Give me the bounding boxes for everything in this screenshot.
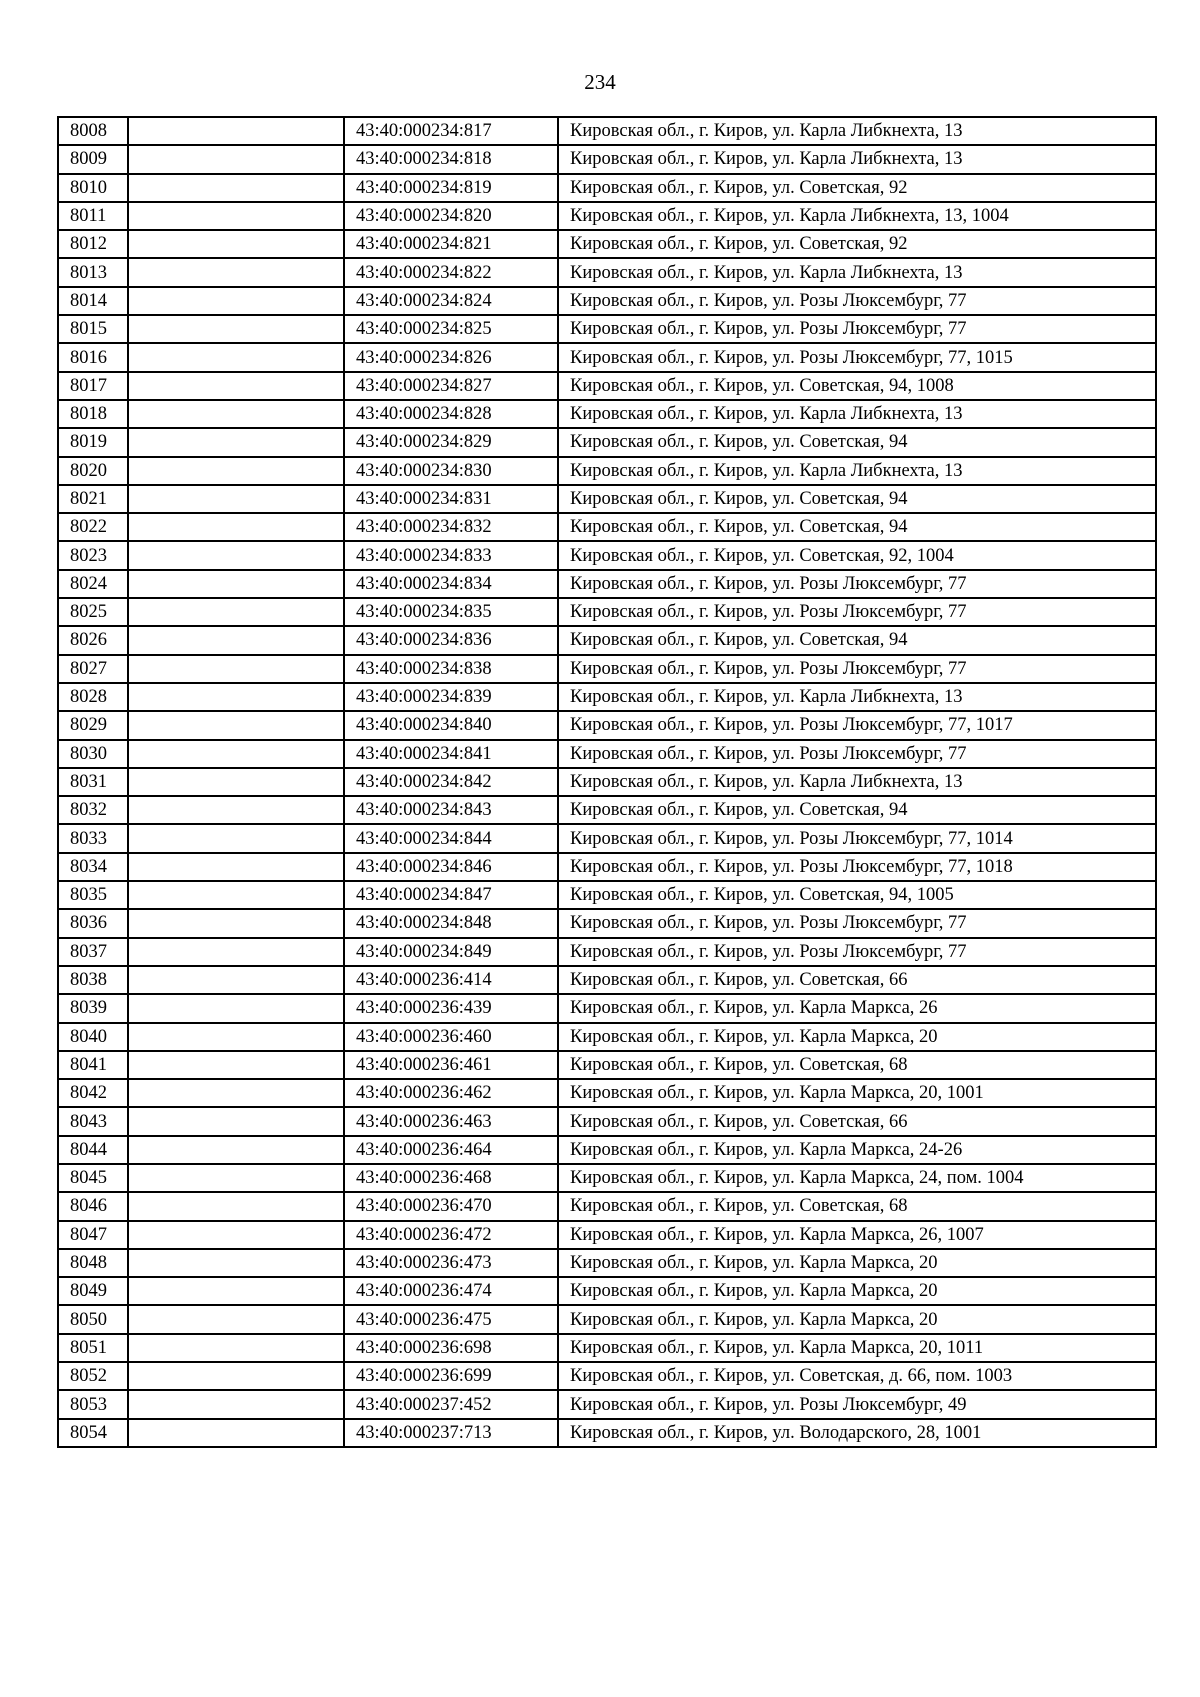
cadastral-number-cell: 43:40:000236:464 xyxy=(344,1136,558,1164)
row-number-cell: 8018 xyxy=(58,400,128,428)
cadastral-number-cell: 43:40:000234:826 xyxy=(344,343,558,371)
address-cell: Кировская обл., г. Киров, ул. Розы Люксембург, 77 xyxy=(558,740,1156,768)
empty-cell xyxy=(128,1305,344,1333)
row-number-cell: 8043 xyxy=(58,1107,128,1135)
row-number-cell: 8011 xyxy=(58,202,128,230)
row-number-cell: 8023 xyxy=(58,541,128,569)
table-row xyxy=(58,626,1156,654)
row-number-cell: 8052 xyxy=(58,1362,128,1390)
cadastral-number-cell: 43:40:000234:839 xyxy=(344,683,558,711)
address-cell: Кировская обл., г. Киров, ул. Советская, 94 xyxy=(558,513,1156,541)
table-row xyxy=(58,258,1156,286)
address-cell: Кировская обл., г. Киров, ул. Розы Люксембург, 77, 1018 xyxy=(558,853,1156,881)
table-row xyxy=(58,1023,1156,1051)
row-number-cell: 8026 xyxy=(58,626,128,654)
cadastral-number-cell: 43:40:000236:698 xyxy=(344,1334,558,1362)
cadastral-number-cell: 43:40:000234:838 xyxy=(344,655,558,683)
table-row xyxy=(58,343,1156,371)
cadastral-number-cell: 43:40:000236:461 xyxy=(344,1051,558,1079)
address-cell: Кировская обл., г. Киров, ул. Карла Маркса, 26, 1007 xyxy=(558,1221,1156,1249)
cadastral-number-cell: 43:40:000234:825 xyxy=(344,315,558,343)
table-row xyxy=(58,994,1156,1022)
address-cell: Кировская обл., г. Киров, ул. Советская, 68 xyxy=(558,1051,1156,1079)
table-row xyxy=(58,1192,1156,1220)
row-number-cell: 8017 xyxy=(58,372,128,400)
table-row xyxy=(58,938,1156,966)
address-cell: Кировская обл., г. Киров, ул. Володарского, 28, 1001 xyxy=(558,1419,1156,1447)
cadastral-number-cell: 43:40:000234:836 xyxy=(344,626,558,654)
table-body xyxy=(58,117,1156,1447)
row-number-cell: 8054 xyxy=(58,1419,128,1447)
address-cell: Кировская обл., г. Киров, ул. Карла Либкнехта, 13 xyxy=(558,258,1156,286)
cadastral-number-cell: 43:40:000234:831 xyxy=(344,485,558,513)
cadastral-number-cell: 43:40:000236:463 xyxy=(344,1107,558,1135)
row-number-cell: 8013 xyxy=(58,258,128,286)
row-number-cell: 8047 xyxy=(58,1221,128,1249)
cadastral-number-cell: 43:40:000234:846 xyxy=(344,853,558,881)
row-number-cell: 8044 xyxy=(58,1136,128,1164)
table-row xyxy=(58,1221,1156,1249)
cadastral-number-cell: 43:40:000236:699 xyxy=(344,1362,558,1390)
table-row xyxy=(58,1249,1156,1277)
address-cell: Кировская обл., г. Киров, ул. Розы Люксембург, 77 xyxy=(558,938,1156,966)
address-cell: Кировская обл., г. Киров, ул. Советская, 92 xyxy=(558,174,1156,202)
cadastral-number-cell: 43:40:000237:452 xyxy=(344,1390,558,1418)
table-row xyxy=(58,202,1156,230)
address-cell: Кировская обл., г. Киров, ул. Карла Маркса, 20, 1001 xyxy=(558,1079,1156,1107)
cadastral-number-cell: 43:40:000236:473 xyxy=(344,1249,558,1277)
table-row xyxy=(58,1305,1156,1333)
row-number-cell: 8022 xyxy=(58,513,128,541)
table-row xyxy=(58,372,1156,400)
cadastral-number-cell: 43:40:000234:841 xyxy=(344,740,558,768)
address-cell: Кировская обл., г. Киров, ул. Советская, 94 xyxy=(558,428,1156,456)
table-row xyxy=(58,966,1156,994)
address-cell: Кировская обл., г. Киров, ул. Советская, д. 66, пом. 1003 xyxy=(558,1362,1156,1390)
address-cell: Кировская обл., г. Киров, ул. Розы Люксембург, 49 xyxy=(558,1390,1156,1418)
table-row xyxy=(58,1419,1156,1447)
empty-cell xyxy=(128,1362,344,1390)
table-row xyxy=(58,1334,1156,1362)
table-row xyxy=(58,683,1156,711)
empty-cell xyxy=(128,287,344,315)
empty-cell xyxy=(128,966,344,994)
empty-cell xyxy=(128,1051,344,1079)
cadastral-number-cell: 43:40:000234:843 xyxy=(344,796,558,824)
address-cell: Кировская обл., г. Киров, ул. Карла Либкнехта, 13 xyxy=(558,145,1156,173)
address-cell: Кировская обл., г. Киров, ул. Советская, 94, 1008 xyxy=(558,372,1156,400)
empty-cell xyxy=(128,117,344,145)
empty-cell xyxy=(128,1192,344,1220)
row-number-cell: 8031 xyxy=(58,768,128,796)
row-number-cell: 8050 xyxy=(58,1305,128,1333)
address-cell: Кировская обл., г. Киров, ул. Советская, 66 xyxy=(558,966,1156,994)
table-row xyxy=(58,287,1156,315)
empty-cell xyxy=(128,343,344,371)
row-number-cell: 8029 xyxy=(58,711,128,739)
table-row xyxy=(58,909,1156,937)
empty-cell xyxy=(128,457,344,485)
row-number-cell: 8021 xyxy=(58,485,128,513)
empty-cell xyxy=(128,428,344,456)
table-row xyxy=(58,513,1156,541)
row-number-cell: 8033 xyxy=(58,824,128,852)
empty-cell xyxy=(128,1023,344,1051)
row-number-cell: 8034 xyxy=(58,853,128,881)
cadastral-number-cell: 43:40:000236:474 xyxy=(344,1277,558,1305)
empty-cell xyxy=(128,372,344,400)
row-number-cell: 8025 xyxy=(58,598,128,626)
cadastral-number-cell: 43:40:000234:835 xyxy=(344,598,558,626)
empty-cell xyxy=(128,1390,344,1418)
cadastral-number-cell: 43:40:000236:462 xyxy=(344,1079,558,1107)
row-number-cell: 8040 xyxy=(58,1023,128,1051)
address-cell: Кировская обл., г. Киров, ул. Розы Люксембург, 77 xyxy=(558,570,1156,598)
empty-cell xyxy=(128,400,344,428)
address-cell: Кировская обл., г. Киров, ул. Советская, 92 xyxy=(558,230,1156,258)
address-cell: Кировская обл., г. Киров, ул. Карла Маркса, 24-26 xyxy=(558,1136,1156,1164)
row-number-cell: 8016 xyxy=(58,343,128,371)
empty-cell xyxy=(128,909,344,937)
address-cell: Кировская обл., г. Киров, ул. Карла Либкнехта, 13 xyxy=(558,768,1156,796)
address-cell: Кировская обл., г. Киров, ул. Советская, 68 xyxy=(558,1192,1156,1220)
cadastral-number-cell: 43:40:000236:439 xyxy=(344,994,558,1022)
empty-cell xyxy=(128,1334,344,1362)
empty-cell xyxy=(128,1136,344,1164)
table-row xyxy=(58,315,1156,343)
empty-cell xyxy=(128,485,344,513)
empty-cell xyxy=(128,1419,344,1447)
empty-cell xyxy=(128,881,344,909)
table-row xyxy=(58,230,1156,258)
empty-cell xyxy=(128,315,344,343)
table-row xyxy=(58,1277,1156,1305)
address-cell: Кировская обл., г. Киров, ул. Карла Маркса, 24, пом. 1004 xyxy=(558,1164,1156,1192)
table-row xyxy=(58,796,1156,824)
empty-cell xyxy=(128,1277,344,1305)
cadastral-number-cell: 43:40:000234:827 xyxy=(344,372,558,400)
empty-cell xyxy=(128,683,344,711)
address-cell: Кировская обл., г. Киров, ул. Советская, 92, 1004 xyxy=(558,541,1156,569)
row-number-cell: 8032 xyxy=(58,796,128,824)
row-number-cell: 8030 xyxy=(58,740,128,768)
table-row xyxy=(58,598,1156,626)
row-number-cell: 8045 xyxy=(58,1164,128,1192)
row-number-cell: 8024 xyxy=(58,570,128,598)
row-number-cell: 8048 xyxy=(58,1249,128,1277)
address-cell: Кировская обл., г. Киров, ул. Розы Люксембург, 77 xyxy=(558,655,1156,683)
row-number-cell: 8020 xyxy=(58,457,128,485)
empty-cell xyxy=(128,1164,344,1192)
table-row xyxy=(58,740,1156,768)
address-cell: Кировская обл., г. Киров, ул. Розы Люксембург, 77 xyxy=(558,909,1156,937)
row-number-cell: 8009 xyxy=(58,145,128,173)
row-number-cell: 8036 xyxy=(58,909,128,937)
table-row xyxy=(58,570,1156,598)
empty-cell xyxy=(128,598,344,626)
row-number-cell: 8035 xyxy=(58,881,128,909)
cadastral-number-cell: 43:40:000234:822 xyxy=(344,258,558,286)
empty-cell xyxy=(128,541,344,569)
empty-cell xyxy=(128,938,344,966)
address-cell: Кировская обл., г. Киров, ул. Карла Либкнехта, 13, 1004 xyxy=(558,202,1156,230)
empty-cell xyxy=(128,145,344,173)
table-row xyxy=(58,174,1156,202)
property-registry-table xyxy=(57,116,1157,1448)
empty-cell xyxy=(128,796,344,824)
table-row xyxy=(58,711,1156,739)
table-row xyxy=(58,1390,1156,1418)
row-number-cell: 8008 xyxy=(58,117,128,145)
row-number-cell: 8015 xyxy=(58,315,128,343)
address-cell: Кировская обл., г. Киров, ул. Розы Люксембург, 77 xyxy=(558,598,1156,626)
address-cell: Кировская обл., г. Киров, ул. Карла Либкнехта, 13 xyxy=(558,400,1156,428)
cadastral-number-cell: 43:40:000234:834 xyxy=(344,570,558,598)
empty-cell xyxy=(128,740,344,768)
row-number-cell: 8038 xyxy=(58,966,128,994)
cadastral-number-cell: 43:40:000236:470 xyxy=(344,1192,558,1220)
table-row xyxy=(58,541,1156,569)
empty-cell xyxy=(128,258,344,286)
page-number: 234 xyxy=(584,70,616,94)
row-number-cell: 8042 xyxy=(58,1079,128,1107)
address-cell: Кировская обл., г. Киров, ул. Розы Люксембург, 77, 1014 xyxy=(558,824,1156,852)
cadastral-number-cell: 43:40:000234:824 xyxy=(344,287,558,315)
empty-cell xyxy=(128,513,344,541)
address-cell: Кировская обл., г. Киров, ул. Розы Люксембург, 77, 1017 xyxy=(558,711,1156,739)
table-row xyxy=(58,1362,1156,1390)
table-row xyxy=(58,1164,1156,1192)
cadastral-number-cell: 43:40:000236:468 xyxy=(344,1164,558,1192)
empty-cell xyxy=(128,1221,344,1249)
address-cell: Кировская обл., г. Киров, ул. Карла Маркса, 20 xyxy=(558,1305,1156,1333)
cadastral-number-cell: 43:40:000234:848 xyxy=(344,909,558,937)
cadastral-number-cell: 43:40:000234:820 xyxy=(344,202,558,230)
address-cell: Кировская обл., г. Киров, ул. Карла Либкнехта, 13 xyxy=(558,683,1156,711)
row-number-cell: 8046 xyxy=(58,1192,128,1220)
cadastral-number-cell: 43:40:000234:819 xyxy=(344,174,558,202)
address-cell: Кировская обл., г. Киров, ул. Карла Либкнехта, 13 xyxy=(558,457,1156,485)
empty-cell xyxy=(128,994,344,1022)
cadastral-number-cell: 43:40:000234:833 xyxy=(344,541,558,569)
cadastral-number-cell: 43:40:000234:842 xyxy=(344,768,558,796)
empty-cell xyxy=(128,711,344,739)
cadastral-number-cell: 43:40:000234:829 xyxy=(344,428,558,456)
empty-cell xyxy=(128,1249,344,1277)
cadastral-number-cell: 43:40:000234:840 xyxy=(344,711,558,739)
empty-cell xyxy=(128,174,344,202)
table-row xyxy=(58,428,1156,456)
cadastral-number-cell: 43:40:000234:821 xyxy=(344,230,558,258)
address-cell: Кировская обл., г. Киров, ул. Карла Маркса, 20 xyxy=(558,1277,1156,1305)
table-row xyxy=(58,400,1156,428)
row-number-cell: 8028 xyxy=(58,683,128,711)
cadastral-number-cell: 43:40:000234:818 xyxy=(344,145,558,173)
address-cell: Кировская обл., г. Киров, ул. Карла Маркса, 20 xyxy=(558,1023,1156,1051)
cadastral-number-cell: 43:40:000234:844 xyxy=(344,824,558,852)
empty-cell xyxy=(128,768,344,796)
table-row xyxy=(58,145,1156,173)
empty-cell xyxy=(128,230,344,258)
table-row xyxy=(58,853,1156,881)
table-row xyxy=(58,881,1156,909)
cadastral-number-cell: 43:40:000234:832 xyxy=(344,513,558,541)
empty-cell xyxy=(128,202,344,230)
table-row xyxy=(58,655,1156,683)
empty-cell xyxy=(128,853,344,881)
address-cell: Кировская обл., г. Киров, ул. Розы Люксембург, 77 xyxy=(558,287,1156,315)
address-cell: Кировская обл., г. Киров, ул. Советская, 94 xyxy=(558,796,1156,824)
address-cell: Кировская обл., г. Киров, ул. Карла Маркса, 26 xyxy=(558,994,1156,1022)
cadastral-number-cell: 43:40:000236:472 xyxy=(344,1221,558,1249)
empty-cell xyxy=(128,824,344,852)
cadastral-number-cell: 43:40:000236:475 xyxy=(344,1305,558,1333)
cadastral-number-cell: 43:40:000237:713 xyxy=(344,1419,558,1447)
address-cell: Кировская обл., г. Киров, ул. Советская, 94, 1005 xyxy=(558,881,1156,909)
row-number-cell: 8010 xyxy=(58,174,128,202)
address-cell: Кировская обл., г. Киров, ул. Советская, 66 xyxy=(558,1107,1156,1135)
row-number-cell: 8053 xyxy=(58,1390,128,1418)
empty-cell xyxy=(128,655,344,683)
table-row xyxy=(58,485,1156,513)
table-row xyxy=(58,1107,1156,1135)
cadastral-number-cell: 43:40:000236:460 xyxy=(344,1023,558,1051)
table-row xyxy=(58,457,1156,485)
row-number-cell: 8041 xyxy=(58,1051,128,1079)
row-number-cell: 8039 xyxy=(58,994,128,1022)
row-number-cell: 8027 xyxy=(58,655,128,683)
table-row xyxy=(58,1136,1156,1164)
row-number-cell: 8051 xyxy=(58,1334,128,1362)
cadastral-number-cell: 43:40:000234:849 xyxy=(344,938,558,966)
row-number-cell: 8019 xyxy=(58,428,128,456)
table-row xyxy=(58,1079,1156,1107)
row-number-cell: 8049 xyxy=(58,1277,128,1305)
cadastral-number-cell: 43:40:000234:847 xyxy=(344,881,558,909)
address-cell: Кировская обл., г. Киров, ул. Розы Люксембург, 77 xyxy=(558,315,1156,343)
address-cell: Кировская обл., г. Киров, ул. Советская, 94 xyxy=(558,626,1156,654)
table-row xyxy=(58,117,1156,145)
address-cell: Кировская обл., г. Киров, ул. Карла Маркса, 20 xyxy=(558,1249,1156,1277)
table-row xyxy=(58,824,1156,852)
table-row xyxy=(58,768,1156,796)
empty-cell xyxy=(128,570,344,598)
address-cell: Кировская обл., г. Киров, ул. Советская, 94 xyxy=(558,485,1156,513)
row-number-cell: 8037 xyxy=(58,938,128,966)
empty-cell xyxy=(128,626,344,654)
empty-cell xyxy=(128,1079,344,1107)
cadastral-number-cell: 43:40:000234:830 xyxy=(344,457,558,485)
cadastral-number-cell: 43:40:000234:817 xyxy=(344,117,558,145)
address-cell: Кировская обл., г. Киров, ул. Карла Либкнехта, 13 xyxy=(558,117,1156,145)
table-row xyxy=(58,1051,1156,1079)
cadastral-number-cell: 43:40:000236:414 xyxy=(344,966,558,994)
cadastral-number-cell: 43:40:000234:828 xyxy=(344,400,558,428)
empty-cell xyxy=(128,1107,344,1135)
address-cell: Кировская обл., г. Киров, ул. Розы Люксембург, 77, 1015 xyxy=(558,343,1156,371)
address-cell: Кировская обл., г. Киров, ул. Карла Маркса, 20, 1011 xyxy=(558,1334,1156,1362)
row-number-cell: 8014 xyxy=(58,287,128,315)
row-number-cell: 8012 xyxy=(58,230,128,258)
